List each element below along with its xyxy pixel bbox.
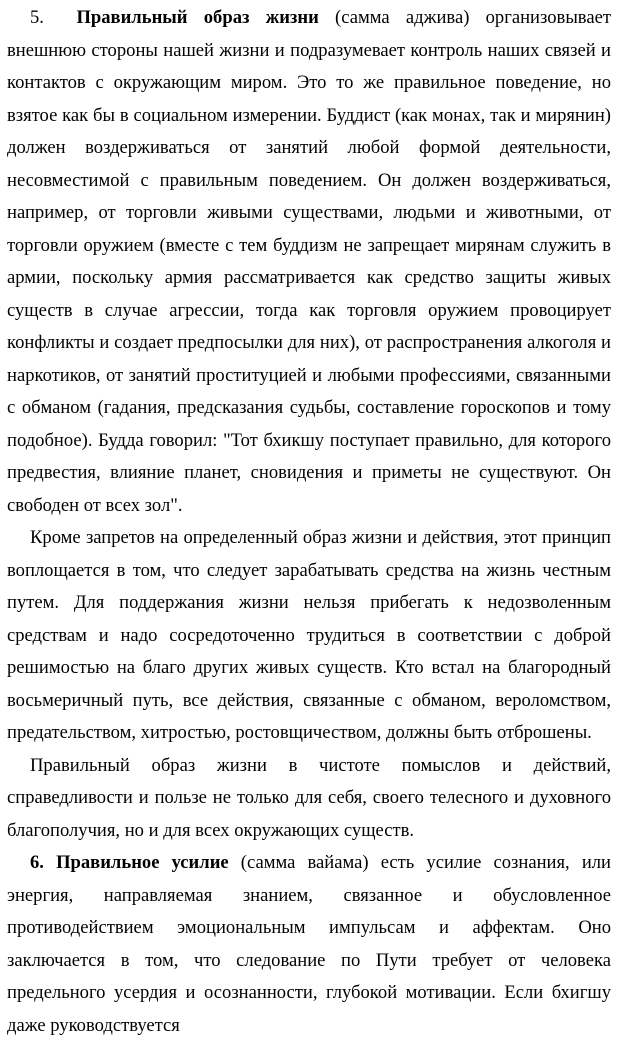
paragraph-text: (самма аджива) организовывает внешнюю стороны нашей жизни и подразумевает контроль наших связей и контактов с окружающим миром. Это то же правильное поведение, но взятое как бы в социальном измерении. Буддист (как монах, так и мирянин) должен воздерживаться от занятий любой формой деятельности, несовместимой с правильным поведением. Он должен воздерживаться, например, от торговли живыми существами, людьми и животными, от торговли оружием (вместе с тем буддизм не запрещает мирянам служить в армии, поскольку армия рассматривается как средство защиты живых существ в случае агрессии, тогда как торговля оружием провоцирует конфликты и создает предпосылки для них), от распространения алкоголя и наркотиков, от занятий проституцией и любыми профессиями, связанными с обманом (гадания, предсказания судьбы, составление гороскопов и тому подобное). Будда говорил: "Тот бхикшу поступает правильно, для которого предвестия, влияние планет, сновидения и приметы не существуют. Он свободен от всех зол". [7, 7, 611, 516]
section-heading-right-livelihood: Правильный образ жизни [76, 7, 319, 28]
paragraph-text: (самма вайама) есть усилие сознания, или энергия, направляемая знанием, связанное и обусловленное противодействием эмоциональным импульсам и аффектам. Оно заключается в том, что следование по Пути требует от человека предельного усердия и осознанности, глубокой мотивации. Если бхигшу даже руководствуется [7, 852, 612, 1036]
section-heading-right-effort: 6. Правильное усилие [30, 852, 229, 873]
paragraph-right-effort [7, 847, 611, 1042]
paragraph-summary [7, 750, 611, 848]
paragraph-text: Правильный образ жизни в чистоте помыслов и действий, справедливости и пользе не только для себя, своего телесного и духовного благополучия, но и для всех окружающих существ. [7, 754, 611, 841]
paragraph-honest-living [7, 522, 611, 750]
paragraph-text: Кроме запретов на определенный образ жизни и действия, этот принцип воплощается в том, что следует зарабатывать средства на жизнь честным путем. Для поддержания жизни нельзя прибегать к недозволенным средствам и надо сосредоточенно трудиться в соответствии с доброй решимостью на благо других живых существ. Кто встал на благородный восьмеричный путь, все действия, связанные с обманом, вероломством, предательством, хитростью, ростовщичеством, должны быть отброшены. [7, 527, 611, 743]
paragraph-number: 5. [30, 7, 44, 28]
paragraph-right-livelihood [7, 2, 611, 522]
